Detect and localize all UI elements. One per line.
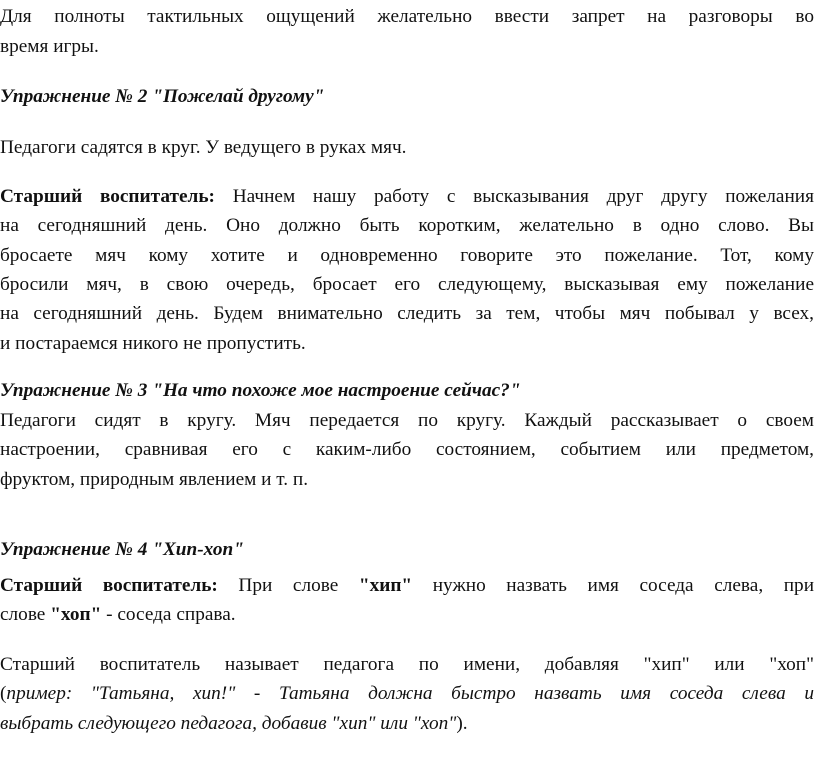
exercise-4-text: При слове <box>238 575 339 596</box>
keyword-hop: "хоп" <box>50 604 102 625</box>
exercise-4-line-1 <box>0 576 814 595</box>
exercise-2-line-3: бросаете мяч кому хотите и одновременно говорите это пожелание. Тот, кому <box>0 245 814 266</box>
exercise-4-line-2 <box>0 605 814 624</box>
exercise-3-line-1: Педагоги сидят в кругу. Мяч передается по кругу. Каждый рассказывает о своем <box>0 410 814 431</box>
exercise-2-line-4: бросили мяч, в свою очередь, бросает его следующему, высказывая ему пожелание <box>0 274 814 295</box>
exercise-3-line-2: настроении, сравнивая его с каким-либо состоянием, событием или предметом, <box>0 439 814 460</box>
keyword-hip: "хип" <box>358 575 413 596</box>
exercise-2-line-1-text: Начнем нашу работу с высказывания друг другу пожелания <box>232 186 814 207</box>
speaker-label: Старший воспитатель: <box>0 186 215 207</box>
exercise-2-line-6: и постараемся никого не пропустить. <box>0 333 306 354</box>
exercise-4-text: нужно назвать имя соседа слева, при <box>432 575 815 596</box>
intro-line-2: время игры. <box>0 36 99 57</box>
close-paren: ). <box>456 713 468 734</box>
exercise-4-paragraph-line-3 <box>0 714 814 733</box>
exercise-2-line-1 <box>0 187 814 206</box>
exercise-4-text: слове <box>0 604 46 625</box>
exercise-4-text: - соседа справа. <box>106 604 236 625</box>
exercise-4-paragraph-line-1: Старший воспитатель называет педагога по имени, добавляя "хип" или "хоп" <box>0 654 814 675</box>
example-text: пример: "Татьяна, хип!" - Татьяна должна быстро назвать имя соседа слева и <box>6 683 814 704</box>
speaker-label: Старший воспитатель: <box>0 575 218 596</box>
exercise-2-title: Упражнение № 2 "Пожелай другому" <box>0 86 325 107</box>
exercise-4-title: Упражнение № 4 "Хип-хоп" <box>0 539 244 560</box>
exercise-2-line-5: на сегодняшний день. Будем внимательно следить за тем, чтобы мяч побывал у всех, <box>0 303 814 324</box>
exercise-3-title: Упражнение № 3 "На что похоже мое настроение сейчас?" <box>0 380 521 401</box>
intro-line-1: Для полноты тактильных ощущений желательно ввести запрет на разговоры во <box>0 6 814 27</box>
open-paren: ( <box>0 683 7 704</box>
example-text: выбрать следующего педагога, добавив "хип" или "хоп" <box>0 713 457 734</box>
exercise-3-line-3: фруктом, природным явлением и т. п. <box>0 469 309 490</box>
exercise-2-paragraph-1: Педагоги садятся в круг. У ведущего в руках мяч. <box>0 137 407 158</box>
exercise-4-paragraph-line-2 <box>0 684 814 703</box>
exercise-2-line-2: на сегодняшний день. Оно должно быть коротким, желательно в одно слово. Вы <box>0 215 814 236</box>
